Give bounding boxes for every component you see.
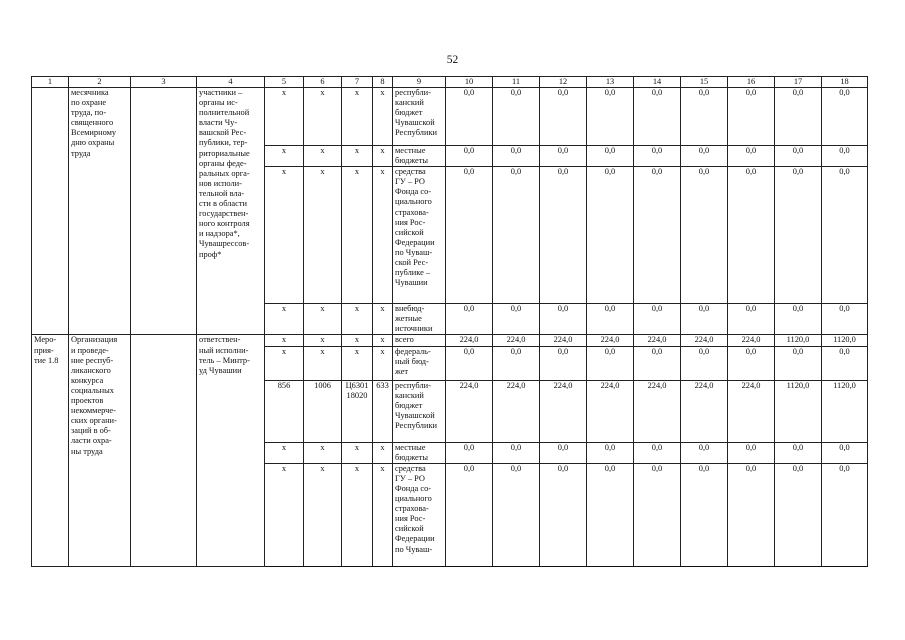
code-section-cell: x [304,346,342,380]
code-grbs-cell: x [265,167,304,304]
funding-source-cell: средства ГУ – РО Фонда со- циального страхова- ния Рос- сийской Федерации по Чуваш- [393,463,446,566]
code-type-cell: x [373,463,393,566]
code-section-cell: x [304,335,342,346]
code-target-cell: x [342,146,373,167]
header-cell-7: 7 [342,77,373,88]
code-section-cell: x [304,442,342,463]
header-cell-13: 13 [587,77,634,88]
value-cell-18: 0,0 [822,442,868,463]
table-row [32,88,868,146]
header-cell-14: 14 [634,77,681,88]
header-cell-8: 8 [373,77,393,88]
value-cell-13: 224,0 [587,380,634,442]
value-cell-17: 0,0 [775,463,822,566]
code-type-cell: x [373,442,393,463]
value-cell-17: 0,0 [775,442,822,463]
funding-source-cell: всего [393,335,446,346]
code-target-cell: x [342,346,373,380]
value-cell-10: 0,0 [446,88,493,146]
value-cell-11: 0,0 [493,88,540,146]
value-cell-11: 0,0 [493,146,540,167]
code-type-cell: x [373,167,393,304]
funding-source-cell: средства ГУ – РО Фонда со- циального страхова- ния Рос- сийской Федерации по Чуваш- ской Рес- публике – Чувашии [393,167,446,304]
header-cell-18: 18 [822,77,868,88]
code-target-cell: x [342,304,373,335]
header-cell-15: 15 [681,77,728,88]
value-cell-10: 0,0 [446,442,493,463]
value-cell-13: 0,0 [587,463,634,566]
value-cell-17: 1120,0 [775,380,822,442]
value-cell-10: 224,0 [446,380,493,442]
value-cell-10: 0,0 [446,146,493,167]
header-cell-11: 11 [493,77,540,88]
value-cell-14: 0,0 [634,463,681,566]
code-section-cell: x [304,463,342,566]
value-cell-15: 224,0 [681,335,728,346]
value-cell-17: 0,0 [775,146,822,167]
funding-source-cell: федераль- ный бюд- жет [393,346,446,380]
header-row [32,77,868,88]
value-cell-11: 0,0 [493,167,540,304]
value-cell-12: 224,0 [540,380,587,442]
value-cell-17: 0,0 [775,304,822,335]
value-cell-12: 224,0 [540,335,587,346]
value-cell-15: 0,0 [681,442,728,463]
code-section-cell: x [304,304,342,335]
value-cell-15: 0,0 [681,463,728,566]
participants-cell: участники – органы ис- полнительной власти Чу- вашской Рес- публики, тер- риториальные органы феде- ральных орга- нов исполи- тельной вла- сти в области государствен- ного контроля и надзора*, Чувашрессов- проф* [197,88,265,335]
code-grbs-cell: x [265,335,304,346]
value-cell-12: 0,0 [540,346,587,380]
value-cell-15: 224,0 [681,380,728,442]
participants-cell: ответствен- ный исполни- тель – Минтр- уд Чувашии [197,335,265,566]
value-cell-11: 224,0 [493,380,540,442]
value-cell-14: 0,0 [634,88,681,146]
header-cell-4: 4 [197,77,265,88]
value-cell-17: 1120,0 [775,335,822,346]
code-target-cell: x [342,335,373,346]
value-cell-13: 0,0 [587,346,634,380]
value-cell-16: 0,0 [728,463,775,566]
header-cell-9: 9 [393,77,446,88]
value-cell-10: 0,0 [446,304,493,335]
value-cell-12: 0,0 [540,442,587,463]
header-cell-17: 17 [775,77,822,88]
measure-number-cell [32,88,69,335]
value-cell-11: 0,0 [493,346,540,380]
value-cell-13: 0,0 [587,88,634,146]
code-grbs-cell: x [265,146,304,167]
code-target-cell: Ц6301 18020 [342,380,373,442]
value-cell-12: 0,0 [540,88,587,146]
value-cell-16: 224,0 [728,380,775,442]
value-cell-14: 0,0 [634,346,681,380]
value-cell-11: 0,0 [493,442,540,463]
code-section-cell: 1006 [304,380,342,442]
value-cell-10: 0,0 [446,346,493,380]
code-grbs-cell: 856 [265,380,304,442]
code-target-cell: x [342,88,373,146]
value-cell-14: 0,0 [634,304,681,335]
value-cell-16: 0,0 [728,88,775,146]
header-cell-1: 1 [32,77,69,88]
value-cell-15: 0,0 [681,346,728,380]
value-cell-15: 0,0 [681,167,728,304]
header-cell-6: 6 [304,77,342,88]
code-target-cell: x [342,442,373,463]
code-type-cell: x [373,88,393,146]
header-cell-5: 5 [265,77,304,88]
value-cell-18: 0,0 [822,304,868,335]
value-cell-17: 0,0 [775,167,822,304]
value-cell-10: 224,0 [446,335,493,346]
value-cell-16: 0,0 [728,346,775,380]
code-grbs-cell: x [265,463,304,566]
value-cell-15: 0,0 [681,88,728,146]
value-cell-13: 0,0 [587,304,634,335]
measure-title-cell: месячника по охране труда, по- священного Всемирному дню охраны труда [69,88,131,335]
header-cell-12: 12 [540,77,587,88]
value-cell-12: 0,0 [540,167,587,304]
value-cell-12: 0,0 [540,463,587,566]
value-cell-18: 0,0 [822,146,868,167]
budget-table [31,76,868,567]
value-cell-16: 0,0 [728,146,775,167]
code-type-cell: x [373,146,393,167]
header-cell-10: 10 [446,77,493,88]
value-cell-12: 0,0 [540,304,587,335]
value-cell-18: 0,0 [822,346,868,380]
header-cell-16: 16 [728,77,775,88]
value-cell-14: 0,0 [634,442,681,463]
header-cell-3: 3 [131,77,197,88]
code-target-cell: x [342,463,373,566]
code-type-cell: x [373,346,393,380]
value-cell-13: 0,0 [587,146,634,167]
table-row [32,335,868,346]
value-cell-16: 224,0 [728,335,775,346]
header-cell-2: 2 [69,77,131,88]
code-grbs-cell: x [265,346,304,380]
value-cell-10: 0,0 [446,463,493,566]
funding-source-cell: республи- канский бюджет Чувашской Республики [393,88,446,146]
code-section-cell: x [304,167,342,304]
value-cell-18: 0,0 [822,463,868,566]
value-cell-14: 224,0 [634,335,681,346]
value-cell-16: 0,0 [728,167,775,304]
funding-source-cell: внебюд- жетные источники [393,304,446,335]
code-section-cell: x [304,88,342,146]
code-type-cell: x [373,304,393,335]
value-cell-11: 224,0 [493,335,540,346]
value-cell-14: 224,0 [634,380,681,442]
value-cell-18: 1120,0 [822,380,868,442]
funding-source-cell: местные бюджеты [393,442,446,463]
value-cell-17: 0,0 [775,346,822,380]
value-cell-15: 0,0 [681,304,728,335]
measure-title-cell: Организация и проведе- ние респуб- ликанского конкурса социальных проектов некоммерче- ских органи- заций в об- ласти охра- ны труда [69,335,131,566]
value-cell-11: 0,0 [493,304,540,335]
value-cell-13: 0,0 [587,167,634,304]
code-type-cell: x [373,335,393,346]
funding-source-cell: республи- канский бюджет Чувашской Республики [393,380,446,442]
value-cell-11: 0,0 [493,463,540,566]
value-cell-12: 0,0 [540,146,587,167]
value-cell-14: 0,0 [634,167,681,304]
code-grbs-cell: x [265,304,304,335]
value-cell-10: 0,0 [446,167,493,304]
code-grbs-cell: x [265,442,304,463]
value-cell-18: 1120,0 [822,335,868,346]
value-cell-15: 0,0 [681,146,728,167]
value-cell-18: 0,0 [822,88,868,146]
code-grbs-cell: x [265,88,304,146]
code-type-cell: 633 [373,380,393,442]
value-cell-13: 224,0 [587,335,634,346]
value-cell-14: 0,0 [634,146,681,167]
value-cell-18: 0,0 [822,167,868,304]
value-cell-16: 0,0 [728,442,775,463]
value-cell-16: 0,0 [728,304,775,335]
code-target-cell: x [342,167,373,304]
value-cell-17: 0,0 [775,88,822,146]
value-cell-13: 0,0 [587,442,634,463]
measure-number-cell: Меро- прия- тие 1.8 [32,335,69,566]
page-number: 52 [446,54,459,66]
code-section-cell: x [304,146,342,167]
col3-cell [131,88,197,335]
funding-source-cell: местные бюджеты [393,146,446,167]
col3-cell [131,335,197,566]
